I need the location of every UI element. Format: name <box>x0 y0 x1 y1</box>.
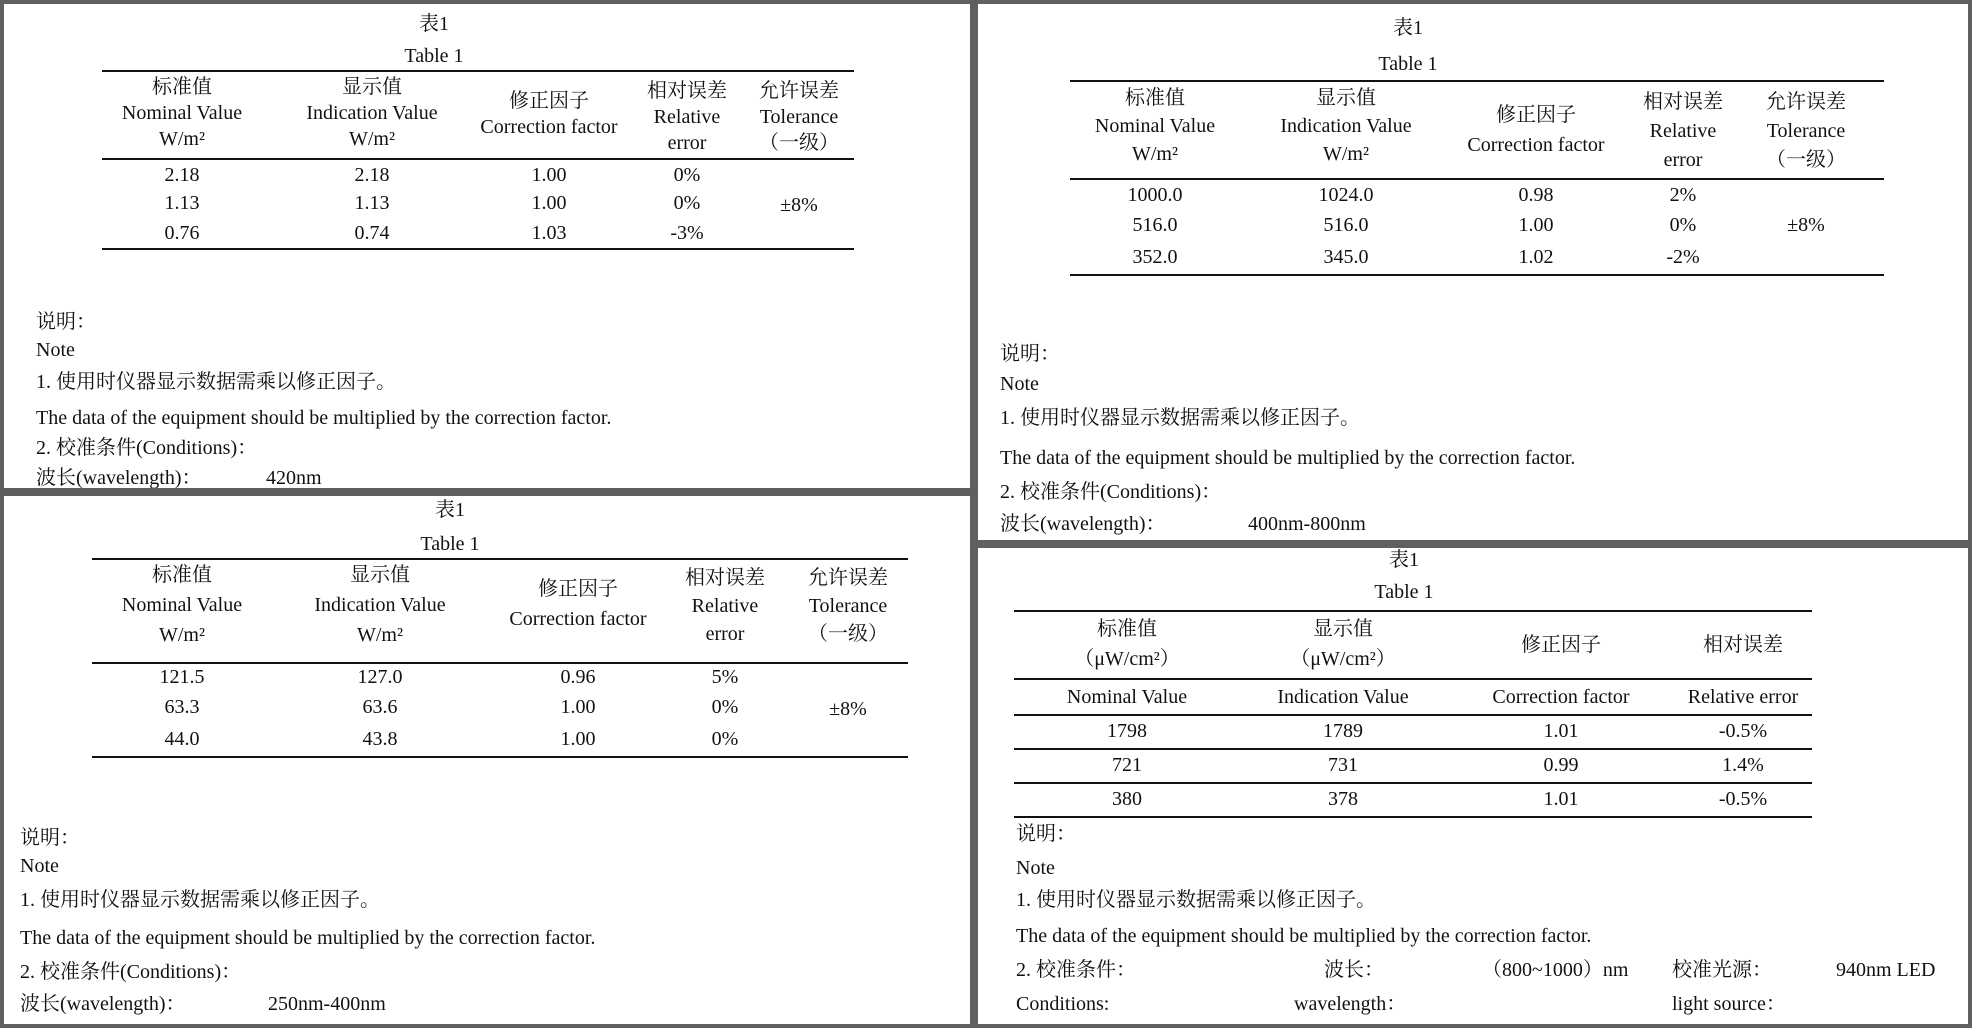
header-nominal: 标准值 Nominal Value W/m² <box>121 564 243 646</box>
tolerance-value: ±8% <box>829 698 867 720</box>
table-caption-cn: 表1 <box>1389 549 1419 571</box>
note-item-1-en: The data of the equipment should be multiplied by the correction factor. <box>1016 925 1592 947</box>
note-item-1-en: The data of the equipment should be multiplied by the correction factor. <box>20 927 596 949</box>
wavelength-label: 波长(wavelength)： <box>1000 513 1166 535</box>
note-heading-cn: 说明： <box>36 311 96 333</box>
calibration-panel-1 <box>4 4 970 488</box>
header-tolerance: 允许误差 Tolerance （一级） <box>759 80 839 154</box>
header-relative-error: 相对误差 <box>1703 634 1783 656</box>
table-row: 1798 1789 1.01 -0.5% <box>1107 720 1768 742</box>
header-correction: 修正因子 Correction factor <box>1467 104 1605 156</box>
note-item-2: 2. 校准条件(Conditions)： <box>1000 481 1222 503</box>
note-item-1-cn: 1. 使用时仪器显示数据需乘以修正因子。 <box>36 371 396 393</box>
note-item-1-cn: 1. 使用时仪器显示数据需乘以修正因子。 <box>20 889 380 911</box>
table-row: 380 378 1.01 -0.5% <box>1112 788 1768 810</box>
header-nominal: 标准值 Nominal Value W/m² <box>121 76 243 150</box>
table-top-rule <box>1070 80 1884 82</box>
note-heading-cn: 说明： <box>1000 343 1060 365</box>
light-source-label-en: light source： <box>1672 993 1786 1015</box>
wavelength-value: （800~1000）nm <box>1482 959 1629 981</box>
note-heading-cn: 说明： <box>1016 823 1076 845</box>
wavelength-label: 波长(wavelength)： <box>20 993 186 1015</box>
table-caption-en: Table 1 <box>420 533 480 555</box>
note-item-1-en: The data of the equipment should be multiplied by the correction factor. <box>1000 447 1576 469</box>
table-header-rule <box>1014 678 1812 680</box>
table-row: 0.76 0.74 1.03 -3% <box>164 222 704 244</box>
note-item-2: 2. 校准条件(Conditions)： <box>20 961 242 983</box>
note-item-2: 2. 校准条件(Conditions)： <box>36 437 258 459</box>
note-heading-en: Note <box>36 339 75 361</box>
note-item-1-cn: 1. 使用时仪器显示数据需乘以修正因子。 <box>1000 407 1360 429</box>
table-row: 2.18 2.18 1.00 0% <box>164 164 701 186</box>
header-relative-error: 相对误差 Relative error <box>685 567 765 645</box>
table-top-rule <box>102 70 854 72</box>
table-bottom-rule <box>1014 816 1812 818</box>
wavelength-label: 波长(wavelength)： <box>36 467 202 488</box>
table-caption-cn: 表1 <box>435 499 465 521</box>
calibration-panel-4 <box>978 548 1968 1024</box>
note-item-1-cn: 1. 使用时仪器显示数据需乘以修正因子。 <box>1016 889 1376 911</box>
wavelength-value: 420nm <box>266 467 322 488</box>
header-relative-error: 相对误差 Relative error <box>647 80 727 154</box>
wavelength-value: 400nm-800nm <box>1248 513 1366 535</box>
light-source-label-cn: 校准光源： <box>1672 959 1772 981</box>
tolerance-value: ±8% <box>1787 214 1825 236</box>
table-caption-cn: 表1 <box>419 13 449 35</box>
wavelength-label-cn: 波长： <box>1324 959 1384 981</box>
table-top-rule <box>1014 610 1812 612</box>
table-row: 44.0 43.8 1.00 0% <box>164 728 739 750</box>
note-heading-en: Note <box>1016 857 1055 879</box>
note-item-1-en: The data of the equipment should be multiplied by the correction factor. <box>36 407 612 429</box>
header-indication: 显示值 Indication Value W/m² <box>1280 87 1412 165</box>
table-row: 516.0 516.0 1.00 0% <box>1132 214 1697 236</box>
table-row: 1.13 1.13 1.00 0% <box>164 192 701 214</box>
table-bottom-rule <box>102 248 854 250</box>
header-correction: 修正因子 <box>1521 634 1601 656</box>
note-heading-en: Note <box>1000 373 1039 395</box>
table-row: 1000.0 1024.0 0.98 2% <box>1127 184 1697 206</box>
table-row: 352.0 345.0 1.02 -2% <box>1132 246 1700 268</box>
table-row: 121.5 127.0 0.96 5% <box>159 666 739 688</box>
table-row: 721 731 0.99 1.4% <box>1112 754 1764 776</box>
header-correction: 修正因子 Correction factor <box>509 578 647 630</box>
wavelength-value: 250nm-400nm <box>268 993 386 1015</box>
wavelength-label-en: wavelength： <box>1294 993 1407 1015</box>
table-caption-en: Table 1 <box>1374 581 1434 603</box>
calibration-panel-3 <box>4 496 970 1024</box>
note-heading-cn: 说明： <box>20 827 80 849</box>
light-source-value: 940nm LED <box>1836 959 1936 981</box>
header-tolerance: 允许误差 Tolerance （一级） <box>1766 91 1846 171</box>
header-indication: 显示值 Indication Value W/m² <box>306 76 438 150</box>
note-heading-en: Note <box>20 855 59 877</box>
header-nominal: 标准值 （μW/cm²） <box>1074 618 1180 670</box>
header-nominal: 标准值 Nominal Value W/m² <box>1094 87 1216 165</box>
header-indication: 显示值 Indication Value W/m² <box>314 564 446 646</box>
table-bottom-rule <box>92 756 908 758</box>
table-bottom-rule <box>1070 274 1884 276</box>
table-caption-en: Table 1 <box>1378 53 1438 75</box>
header-tolerance: 允许误差 Tolerance （一级） <box>808 567 888 645</box>
header-indication: 显示值 （μW/cm²） <box>1290 618 1396 670</box>
conditions-label-cn: 2. 校准条件： <box>1016 959 1136 981</box>
header-relative-error: 相对误差 Relative error <box>1643 91 1723 171</box>
tolerance-value: ±8% <box>780 194 818 216</box>
table-row: 63.3 63.6 1.00 0% <box>164 696 739 718</box>
calibration-panel-2 <box>978 4 1968 540</box>
header-correction: 修正因子 Correction factor <box>480 90 618 138</box>
conditions-label-en: Conditions: <box>1016 993 1110 1015</box>
table-subheader-row: Nominal Value Indication Value Correction factor Relative error <box>1066 686 1799 708</box>
table-caption-cn: 表1 <box>1393 17 1423 39</box>
table-caption-en: Table 1 <box>404 45 464 67</box>
